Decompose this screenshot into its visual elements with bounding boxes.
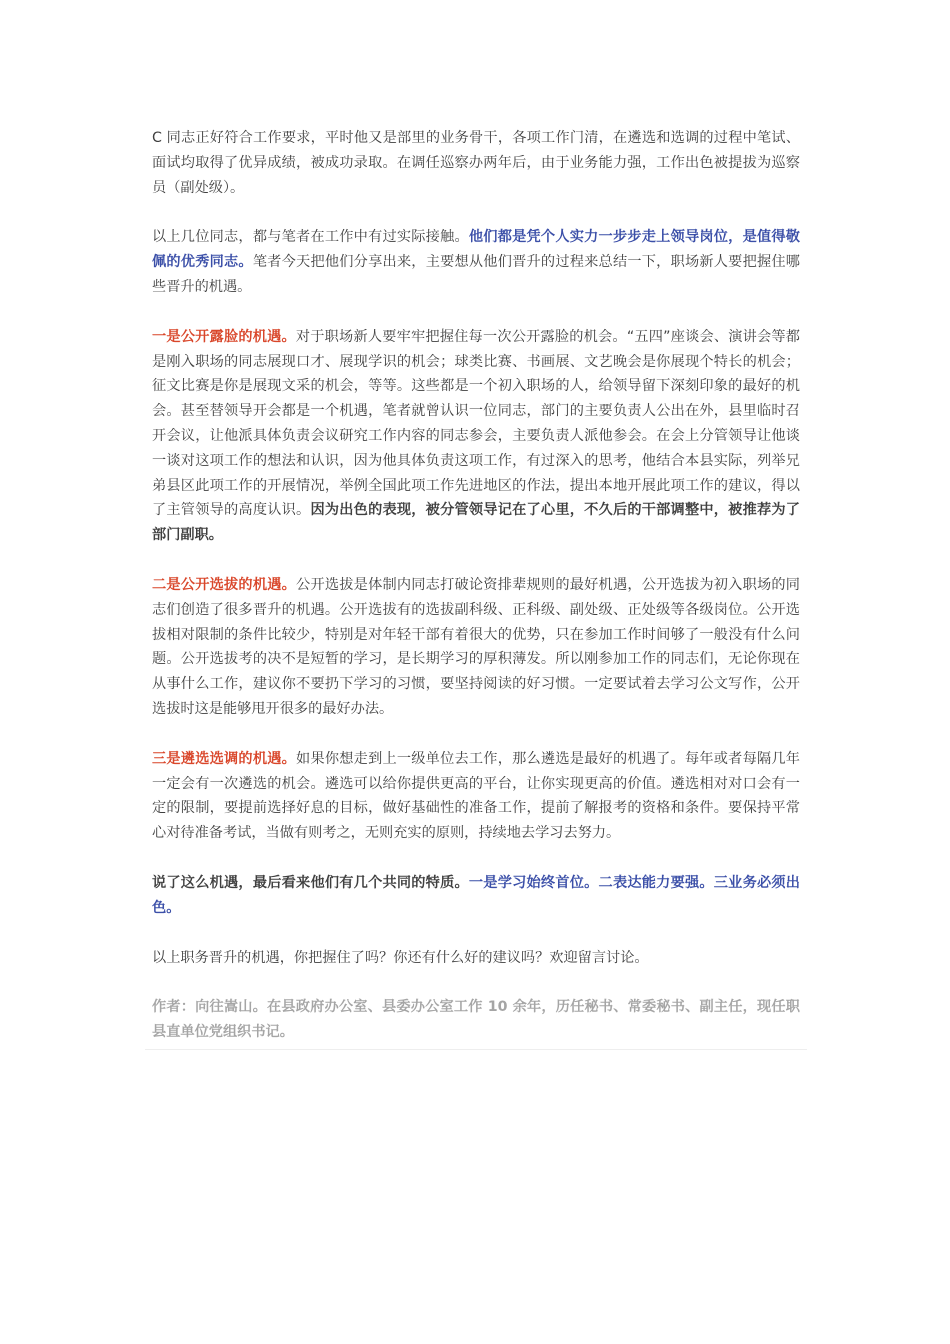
paragraph-text: 对于职场新人要牢牢把握住每一次公开露脸的机会。“五四”座谈会、演讲会等都是刚入职场的同志展现口才、展现学识的机会；球类比赛、书画展、文艺晚会是你展现个特长的机会；征文比赛是你是展现文采的机会，等等。这些都是一个初入职场的人，给领导留下深刻印象的最好的机会。甚至替领导开会都是一个机遇，笔者就曾认识一位同志，部门的主要负责人公出在外，县里临时召开会议，让他派具体负责会议研究工作内容的同志参会，主要负责人派他参会。在会上分管领导让他谈一谈对这项工作的想法和认识，因为他具体负责这项工作，有过深入的思考，他结合本县实际，列举兄弟县区此项工作的开展情况，举例全国此项工作先进地区的作法，提出本地开展此项工作的建议，得以了主管领导的高度认识。 — [152, 328, 800, 519]
paragraph-c-comrade — [152, 126, 800, 200]
section-heading: 一是公开露脸的机遇。 — [152, 328, 296, 345]
paragraph-text: 如果你想走到上一级单位去工作，那么遴选是最好的机遇了。每年或者每隔几年一定会有一次遴选的机会。遴选可以给你提供更高的平台，让你实现更高的价值。遴选相对对口会有一定的限制，要提前选择好息的目标，做好基础性的准备工作，提前了解报考的资格和条件。要保持平常心对待准备考试，当做有则考之，无则充实的原则，持续地去学习去努力。 — [152, 750, 800, 842]
paragraph-opportunity-3 — [152, 747, 800, 846]
paragraph-text: 笔者今天把他们分享出来，主要想从他们晋升的过程来总结一下，职场新人要把握住哪些晋升的机遇。 — [152, 254, 800, 295]
bold-text: 说了这么机遇，最后看来他们有几个共同的特质。 — [152, 874, 469, 891]
article-body — [152, 126, 800, 1070]
paragraph-text: 以上几位同志，都与笔者在工作中有过实际接触。 — [152, 229, 469, 246]
highlight-text: 他们都是凭个人实力一步步走上领导岗位，是值得敬佩的优秀同志。 — [152, 229, 800, 271]
author-text: 作者：向往嵩山。在县政府办公室、县委办公室工作 10 余年，历任秘书、常委秘书、副主任，现任职县直单位党组织书记。 — [152, 999, 800, 1041]
paragraph-opportunity-1 — [152, 325, 800, 548]
bold-text: 因为出色的表现，被分管领导记在了心里，不久后的干部调整中，被推荐为了部门副职。 — [152, 502, 800, 544]
paragraph-conclusion — [152, 871, 800, 921]
highlight-text: 一是学习始终首位。二表达能力要强。三业务必须出色。 — [152, 874, 800, 916]
paragraph-text: C 同志正好符合工作要求，平时他又是部里的业务骨干，各项工作门清，在遴选和选调的过程中笔试、面试均取得了优异成绩，被成功录取。在调任巡察办两年后，由于业务能力强，工作出色被提拔为巡察员（副处级）。 — [152, 130, 800, 196]
section-heading: 三是遴选选调的机遇。 — [152, 750, 297, 767]
divider — [145, 1049, 807, 1050]
paragraph-question — [152, 946, 800, 971]
paragraph-text: 公开选拔是体制内同志打破论资排辈规则的最好机遇，公开选拔为初入职场的同志们创造了很多晋升的机遇。公开选拔有的选拔副科级、正科级、副处级、正处级等各级岗位。公开选拔相对限制的条件比较少，特别是对年轻干部有着很大的优势，只在参加工作时间够了一般没有什么问题。公开选拔考的决不是短暂的学习，是长期学习的厚积薄发。所以刚参加工作的同志们，无论你现在从事什么工作，建议你不要扔下学习的习惯，要坚持阅读的好习惯。一定要试着去学习公文写作，公开选拔时这是能够甩开很多的最好办法。 — [152, 576, 800, 717]
paragraph-opportunity-2 — [152, 573, 800, 722]
section-heading: 二是公开选拔的机遇。 — [152, 576, 297, 593]
paragraph-summary — [152, 225, 800, 299]
paragraph-text: 以上职务晋升的机遇，你把握住了吗？你还有什么好的建议吗？欢迎留言讨论。 — [152, 949, 649, 966]
author-bio — [152, 995, 800, 1045]
